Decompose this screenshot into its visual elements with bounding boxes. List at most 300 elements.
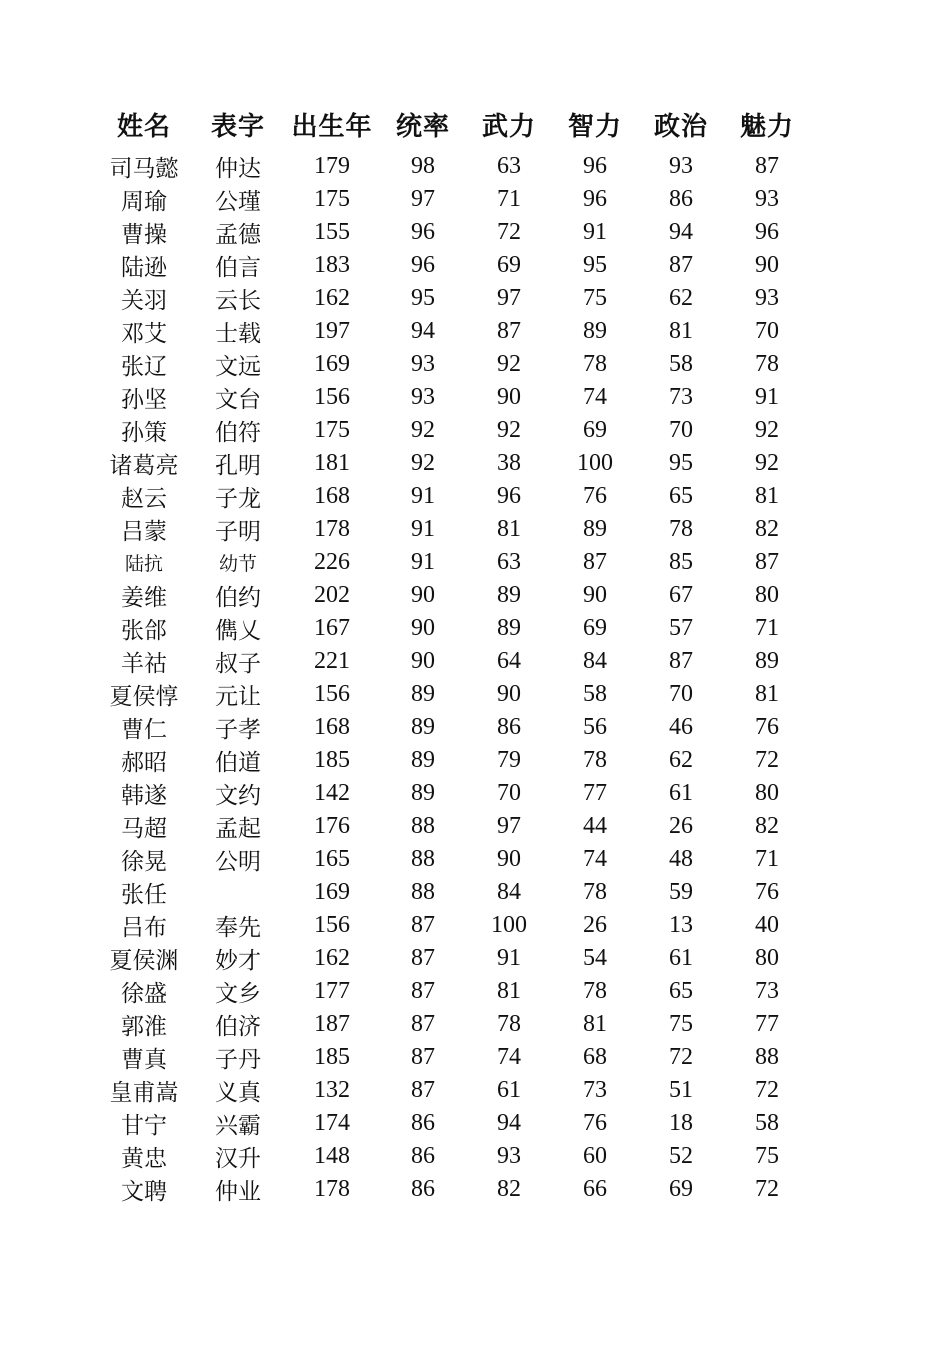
cell-birth-year: 162 [314, 945, 350, 971]
cell-charisma: 91 [755, 384, 779, 410]
table-row [96, 1041, 810, 1074]
cell-politics: 52 [669, 1143, 693, 1169]
cell-name: 周瑜 [121, 189, 167, 215]
cell-courtesy-name: 奉先 [215, 915, 261, 941]
cell-war: 90 [497, 681, 521, 707]
cell-name: 姜维 [121, 585, 167, 611]
cell-courtesy-name: 孔明 [215, 453, 261, 479]
cell-leadership: 92 [411, 417, 435, 443]
cell-leadership: 96 [411, 219, 435, 245]
cell-birth-year: 197 [314, 318, 350, 344]
cell-intelligence: 74 [583, 846, 607, 872]
cell-politics: 69 [669, 1176, 693, 1202]
table-row [96, 381, 810, 414]
cell-name: 夏侯渊 [109, 948, 179, 974]
table-row [96, 810, 810, 843]
cell-birth-year: 142 [314, 780, 350, 806]
cell-name: 张辽 [121, 354, 167, 380]
cell-name: 徐盛 [121, 981, 167, 1007]
cell-charisma: 77 [755, 1011, 779, 1037]
header-charisma: 魅力 [739, 111, 794, 142]
cell-politics: 78 [669, 516, 693, 542]
cell-leadership: 87 [411, 945, 435, 971]
cell-name: 羊祜 [121, 651, 167, 677]
cell-charisma: 80 [755, 780, 779, 806]
cell-politics: 87 [669, 252, 693, 278]
cell-birth-year: 167 [314, 615, 350, 641]
cell-leadership: 88 [411, 813, 435, 839]
cell-birth-year: 185 [314, 747, 350, 773]
table-row [96, 1140, 810, 1173]
cell-politics: 70 [669, 417, 693, 443]
cell-birth-year: 175 [314, 186, 350, 212]
cell-politics: 51 [669, 1077, 693, 1103]
cell-leadership: 90 [411, 615, 435, 641]
cell-courtesy-name [192, 876, 284, 909]
cell-intelligence: 96 [583, 153, 607, 179]
cell-charisma: 75 [755, 1143, 779, 1169]
cell-war: 100 [491, 912, 527, 938]
cell-war: 64 [497, 648, 521, 674]
cell-war: 89 [497, 582, 521, 608]
cell-war: 63 [497, 549, 521, 575]
cell-birth-year: 181 [314, 450, 350, 476]
cell-charisma: 72 [755, 747, 779, 773]
cell-birth-year: 169 [314, 351, 350, 377]
cell-intelligence: 78 [583, 978, 607, 1004]
cell-intelligence: 81 [583, 1011, 607, 1037]
table-row [96, 480, 810, 513]
cell-intelligence: 26 [583, 912, 607, 938]
cell-intelligence: 95 [583, 252, 607, 278]
cell-leadership: 89 [411, 747, 435, 773]
cell-intelligence: 77 [583, 780, 607, 806]
cell-birth-year: 162 [314, 285, 350, 311]
cell-politics: 62 [669, 747, 693, 773]
cell-courtesy-name: 伯言 [215, 255, 261, 281]
cell-charisma: 93 [755, 285, 779, 311]
cell-leadership: 93 [411, 351, 435, 377]
cell-name: 夏侯惇 [109, 684, 179, 710]
cell-war: 71 [497, 186, 521, 212]
cell-courtesy-name: 云长 [215, 288, 261, 314]
cell-name: 关羽 [121, 288, 167, 314]
cell-courtesy-name: 兴霸 [215, 1113, 261, 1139]
header-war: 武力 [481, 111, 536, 142]
cell-intelligence: 89 [583, 318, 607, 344]
cell-name: 孙坚 [121, 387, 167, 413]
cell-leadership: 86 [411, 1110, 435, 1136]
cell-intelligence: 91 [583, 219, 607, 245]
cell-war: 97 [497, 285, 521, 311]
table-row [96, 546, 810, 579]
cell-politics: 70 [669, 681, 693, 707]
table-row [96, 249, 810, 282]
table-row [96, 744, 810, 777]
cell-intelligence: 69 [583, 417, 607, 443]
cell-politics: 87 [669, 648, 693, 674]
cell-birth-year: 165 [314, 846, 350, 872]
cell-intelligence: 90 [583, 582, 607, 608]
cell-courtesy-name: 子明 [215, 519, 261, 545]
cell-charisma: 72 [755, 1077, 779, 1103]
table-row [96, 1008, 810, 1041]
cell-leadership: 88 [411, 846, 435, 872]
cell-birth-year: 155 [314, 219, 350, 245]
cell-leadership: 88 [411, 879, 435, 905]
cell-charisma: 93 [755, 186, 779, 212]
header-name: 姓名 [116, 111, 171, 142]
cell-politics: 48 [669, 846, 693, 872]
cell-leadership: 90 [411, 648, 435, 674]
cell-charisma: 92 [755, 417, 779, 443]
cell-leadership: 95 [411, 285, 435, 311]
cell-politics: 61 [669, 780, 693, 806]
cell-politics: 62 [669, 285, 693, 311]
cell-politics: 94 [669, 219, 693, 245]
cell-leadership: 89 [411, 780, 435, 806]
cell-birth-year: 187 [314, 1011, 350, 1037]
cell-intelligence: 58 [583, 681, 607, 707]
cell-intelligence: 54 [583, 945, 607, 971]
cell-intelligence: 78 [583, 879, 607, 905]
cell-courtesy-name: 孟德 [215, 222, 261, 248]
cell-name: 甘宁 [121, 1113, 167, 1139]
cell-intelligence: 100 [577, 450, 613, 476]
cell-name: 曹操 [121, 222, 167, 248]
table-row [96, 975, 810, 1008]
cell-charisma: 82 [755, 516, 779, 542]
cell-leadership: 87 [411, 1011, 435, 1037]
cell-intelligence: 44 [583, 813, 607, 839]
cell-war: 70 [497, 780, 521, 806]
cell-intelligence: 66 [583, 1176, 607, 1202]
cell-war: 69 [497, 252, 521, 278]
table-row [96, 1074, 810, 1107]
cell-leadership: 91 [411, 483, 435, 509]
cell-courtesy-name: 汉升 [215, 1146, 261, 1172]
cell-war: 81 [497, 978, 521, 1004]
cell-charisma: 40 [755, 912, 779, 938]
cell-birth-year: 179 [314, 153, 350, 179]
cell-birth-year: 168 [314, 714, 350, 740]
cell-birth-year: 174 [314, 1110, 350, 1136]
cell-war: 61 [497, 1077, 521, 1103]
table-row [96, 315, 810, 348]
cell-war: 74 [497, 1044, 521, 1070]
cell-politics: 59 [669, 879, 693, 905]
table-row [96, 777, 810, 810]
cell-intelligence: 69 [583, 615, 607, 641]
cell-war: 90 [497, 846, 521, 872]
cell-name: 赵云 [121, 486, 167, 512]
cell-name: 黄忠 [121, 1146, 167, 1172]
cell-name: 郭淮 [121, 1014, 167, 1040]
table-row [96, 183, 810, 216]
cell-politics: 73 [669, 384, 693, 410]
table-row [96, 414, 810, 447]
header-politics: 政治 [653, 111, 708, 142]
cell-intelligence: 76 [583, 483, 607, 509]
cell-politics: 86 [669, 186, 693, 212]
cell-courtesy-name: 公明 [215, 849, 261, 875]
table-body [96, 144, 810, 1206]
cell-birth-year: 202 [314, 582, 350, 608]
cell-charisma: 76 [755, 714, 779, 740]
cell-name: 曹真 [121, 1047, 167, 1073]
header-intelligence: 智力 [567, 111, 622, 142]
cell-intelligence: 60 [583, 1143, 607, 1169]
cell-name: 孙策 [121, 420, 167, 446]
cell-intelligence: 75 [583, 285, 607, 311]
cell-courtesy-name: 文乡 [215, 981, 261, 1007]
cell-name: 曹仁 [121, 717, 167, 743]
cell-charisma: 80 [755, 945, 779, 971]
cell-courtesy-name: 文约 [215, 783, 261, 809]
cell-name: 徐晃 [121, 849, 167, 875]
cell-courtesy-name: 仲业 [215, 1179, 261, 1205]
cell-war: 63 [497, 153, 521, 179]
cell-intelligence: 68 [583, 1044, 607, 1070]
cell-courtesy-name: 文台 [215, 387, 261, 413]
cell-name: 吕布 [121, 915, 167, 941]
cell-charisma: 81 [755, 483, 779, 509]
cell-birth-year: 176 [314, 813, 350, 839]
cell-charisma: 72 [755, 1176, 779, 1202]
table-row [96, 843, 810, 876]
cell-charisma: 92 [755, 450, 779, 476]
cell-politics: 95 [669, 450, 693, 476]
cell-birth-year: 169 [314, 879, 350, 905]
cell-leadership: 94 [411, 318, 435, 344]
cell-politics: 58 [669, 351, 693, 377]
cell-war: 78 [497, 1011, 521, 1037]
cell-name: 司马懿 [109, 156, 179, 182]
cell-birth-year: 226 [314, 549, 350, 575]
cell-war: 92 [497, 417, 521, 443]
cell-charisma: 58 [755, 1110, 779, 1136]
cell-name: 张郃 [121, 618, 167, 644]
cell-leadership: 89 [411, 714, 435, 740]
cell-charisma: 78 [755, 351, 779, 377]
cell-charisma: 81 [755, 681, 779, 707]
cell-leadership: 96 [411, 252, 435, 278]
header-birth-year: 出生年 [291, 111, 373, 142]
cell-birth-year: 221 [314, 648, 350, 674]
cell-birth-year: 156 [314, 384, 350, 410]
cell-birth-year: 148 [314, 1143, 350, 1169]
cell-birth-year: 156 [314, 912, 350, 938]
table-row [96, 942, 810, 975]
cell-charisma: 87 [755, 153, 779, 179]
cell-politics: 57 [669, 615, 693, 641]
cell-charisma: 82 [755, 813, 779, 839]
cell-politics: 65 [669, 978, 693, 1004]
cell-war: 96 [497, 483, 521, 509]
cell-courtesy-name: 义真 [215, 1080, 261, 1106]
cell-leadership: 87 [411, 1044, 435, 1070]
cell-courtesy-name: 妙才 [215, 948, 261, 974]
cell-birth-year: 183 [314, 252, 350, 278]
cell-name: 马超 [121, 816, 167, 842]
cell-politics: 61 [669, 945, 693, 971]
cell-courtesy-name: 子孝 [215, 717, 261, 743]
cell-courtesy-name: 伯道 [215, 750, 261, 776]
cell-leadership: 93 [411, 384, 435, 410]
cell-politics: 18 [669, 1110, 693, 1136]
cell-courtesy-name: 士载 [215, 321, 261, 347]
cell-charisma: 90 [755, 252, 779, 278]
cell-courtesy-name: 孟起 [215, 816, 261, 842]
table-row [96, 348, 810, 381]
header-leadership: 统率 [395, 111, 450, 142]
cell-leadership: 91 [411, 549, 435, 575]
cell-intelligence: 78 [583, 351, 607, 377]
cell-name: 诸葛亮 [109, 453, 179, 479]
table-row [96, 1173, 810, 1206]
cell-charisma: 71 [755, 846, 779, 872]
cell-leadership: 87 [411, 912, 435, 938]
cell-leadership: 92 [411, 450, 435, 476]
cell-name: 张任 [121, 882, 167, 908]
cell-charisma: 80 [755, 582, 779, 608]
cell-charisma: 71 [755, 615, 779, 641]
cell-courtesy-name: 伯符 [215, 420, 261, 446]
cell-name: 韩遂 [121, 783, 167, 809]
cell-politics: 46 [669, 714, 693, 740]
cell-name: 邓艾 [121, 321, 167, 347]
cell-leadership: 98 [411, 153, 435, 179]
cell-name: 吕蒙 [121, 519, 167, 545]
cell-politics: 85 [669, 549, 693, 575]
table-row [96, 612, 810, 645]
cell-politics: 13 [669, 912, 693, 938]
cell-politics: 93 [669, 153, 693, 179]
cell-courtesy-name: 文远 [215, 354, 261, 380]
cell-name: 郝昭 [121, 750, 167, 776]
cell-war: 38 [497, 450, 521, 476]
table-header [96, 104, 810, 144]
cell-name: 文聘 [121, 1179, 167, 1205]
cell-leadership: 90 [411, 582, 435, 608]
cell-courtesy-name: 伯济 [215, 1014, 261, 1040]
cell-war: 97 [497, 813, 521, 839]
cell-leadership: 87 [411, 978, 435, 1004]
table-row [96, 513, 810, 546]
cell-leadership: 91 [411, 516, 435, 542]
cell-war: 91 [497, 945, 521, 971]
cell-courtesy-name: 元让 [215, 684, 261, 710]
cell-name: 皇甫嵩 [109, 1080, 179, 1106]
cell-charisma: 73 [755, 978, 779, 1004]
cell-war: 72 [497, 219, 521, 245]
cell-intelligence: 96 [583, 186, 607, 212]
cell-politics: 75 [669, 1011, 693, 1037]
cell-intelligence: 89 [583, 516, 607, 542]
cell-courtesy-name: 儁乂 [215, 618, 261, 644]
cell-politics: 81 [669, 318, 693, 344]
cell-courtesy-name: 仲达 [215, 156, 261, 182]
cell-leadership: 89 [411, 681, 435, 707]
cell-birth-year: 178 [314, 516, 350, 542]
cell-war: 92 [497, 351, 521, 377]
cell-courtesy-name: 叔子 [215, 651, 261, 677]
cell-war: 79 [497, 747, 521, 773]
cell-intelligence: 78 [583, 747, 607, 773]
cell-war: 90 [497, 384, 521, 410]
cell-birth-year: 156 [314, 681, 350, 707]
table-row [96, 579, 810, 612]
general-stats-table [96, 104, 810, 1206]
table-row [96, 711, 810, 744]
table-row [96, 216, 810, 249]
header-row [96, 104, 810, 144]
cell-birth-year: 132 [314, 1077, 350, 1103]
cell-charisma: 88 [755, 1044, 779, 1070]
cell-leadership: 86 [411, 1143, 435, 1169]
cell-politics: 65 [669, 483, 693, 509]
cell-politics: 72 [669, 1044, 693, 1070]
table-row [96, 909, 810, 942]
cell-war: 81 [497, 516, 521, 542]
cell-birth-year: 175 [314, 417, 350, 443]
cell-intelligence: 84 [583, 648, 607, 674]
cell-politics: 67 [669, 582, 693, 608]
cell-name: 陆抗 [124, 553, 163, 575]
cell-courtesy-name: 幼节 [218, 553, 257, 575]
table-row [96, 876, 810, 909]
cell-war: 89 [497, 615, 521, 641]
cell-leadership: 87 [411, 1077, 435, 1103]
cell-war: 86 [497, 714, 521, 740]
table-row [96, 645, 810, 678]
cell-charisma: 76 [755, 879, 779, 905]
cell-war: 94 [497, 1110, 521, 1136]
table-row [96, 1107, 810, 1140]
cell-courtesy-name: 子龙 [215, 486, 261, 512]
cell-charisma: 70 [755, 318, 779, 344]
cell-birth-year: 168 [314, 483, 350, 509]
cell-leadership: 86 [411, 1176, 435, 1202]
cell-charisma: 87 [755, 549, 779, 575]
cell-intelligence: 73 [583, 1077, 607, 1103]
cell-war: 84 [497, 879, 521, 905]
cell-courtesy-name: 伯约 [215, 585, 261, 611]
table-row [96, 678, 810, 711]
cell-intelligence: 74 [583, 384, 607, 410]
cell-charisma: 89 [755, 648, 779, 674]
table-row [96, 150, 810, 183]
table-row [96, 447, 810, 480]
cell-intelligence: 76 [583, 1110, 607, 1136]
cell-courtesy-name: 公瑾 [215, 189, 261, 215]
cell-war: 87 [497, 318, 521, 344]
cell-war: 82 [497, 1176, 521, 1202]
cell-politics: 26 [669, 813, 693, 839]
cell-intelligence: 56 [583, 714, 607, 740]
cell-leadership: 97 [411, 186, 435, 212]
cell-birth-year: 177 [314, 978, 350, 1004]
header-courtesy-name: 表字 [210, 111, 265, 142]
cell-charisma: 96 [755, 219, 779, 245]
cell-intelligence: 87 [583, 549, 607, 575]
cell-birth-year: 185 [314, 1044, 350, 1070]
table-row [96, 282, 810, 315]
cell-name: 陆逊 [121, 255, 167, 281]
cell-birth-year: 178 [314, 1176, 350, 1202]
cell-war: 93 [497, 1143, 521, 1169]
cell-courtesy-name: 子丹 [215, 1047, 261, 1073]
